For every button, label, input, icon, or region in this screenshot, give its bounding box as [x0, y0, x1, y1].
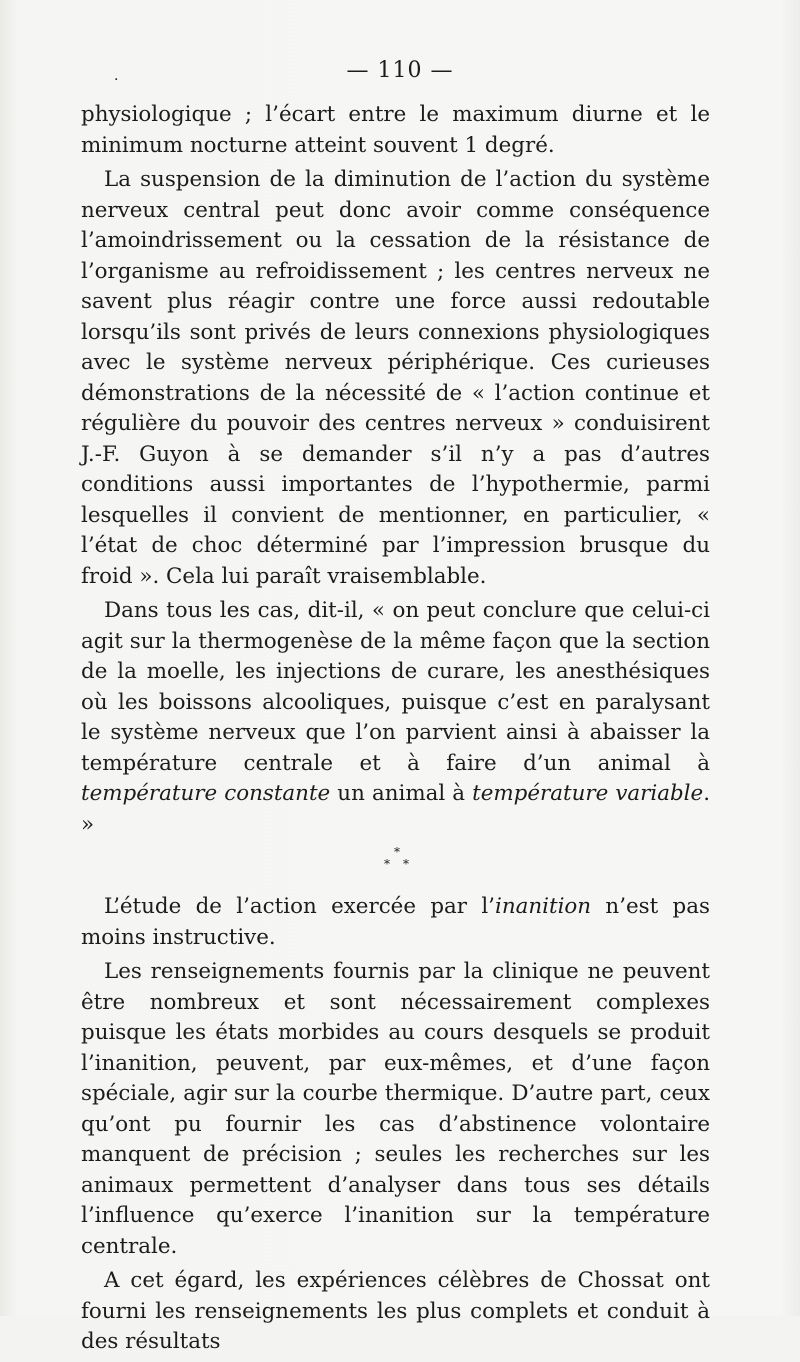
paragraph-3: [81, 596, 710, 840]
section-separator: [81, 844, 710, 892]
paragraph-3-middle: un animal à: [330, 781, 473, 806]
page-number: — 110 —: [346, 58, 454, 83]
paragraph-4: [81, 892, 710, 953]
body-text: [81, 100, 710, 1362]
separator-star-top: *: [394, 845, 400, 859]
paragraph-3-italic-2: température variable: [472, 781, 704, 806]
paragraph-1: physiologique ; l’écart entre le maximum diurne et le minimum nocturne atteint souvent 1 degré.: [81, 102, 710, 158]
paragraph-3-italic-1: température constante: [81, 781, 331, 806]
paragraph-6: A cet égard, les expériences célèbres de Chossat ont fourni les renseignements les plus complets et conduit à des résultats: [81, 1268, 710, 1354]
paragraph-4-start: L’étude de l’action exercée par l’: [104, 894, 495, 919]
paragraph-2: La suspension de la diminution de l’action du système nerveux central peut donc avoir comme conséquence l’amoindrissement ou la cessation de la résistance de l’organisme au refroidissement ; les centres nerveux ne savent plus réagir contre une force aussi redoutable lorsqu’ils sont privés de leurs connexions physiologiques avec le système nerveux périphérique. Ces curieuses démonstrations de la nécessité de « l’action continue et régulière du pouvoir des centres nerveux » conduisirent J.-F. Guyon à se demander s’il n’y a pas d’autres conditions aussi importantes de l’hypothermie, parmi lesquelles il convient de mentionner, en particulier, « l’état de choc déterminé par l’impression brusque du froid ». Cela lui paraît vraisemblable.: [81, 167, 710, 589]
paragraph-4-end: n’est pas moins instructive.: [81, 894, 710, 950]
separator-star-right: *: [403, 857, 409, 871]
paragraph-4-italic: inanition: [494, 894, 592, 919]
separator-star-left: *: [384, 857, 390, 871]
paragraph-5: Les renseignements fournis par la clinique ne peuvent être nombreux et sont nécessairement complexes puisque les états morbides au cours desquels se produit l’inanition, peuvent, par eux-mêmes, et d’une façon spéciale, agir sur la courbe thermique. D’autre part, ceux qu’ont pu fournir les cas d’abstinence volontaire manquent de précision ; seules les recherches sur les animaux permettent d’analyser dans tous ses détails l’influence qu’exerce l’inanition sur la température centrale.: [81, 959, 710, 1259]
margin-dot: .: [114, 68, 119, 84]
paragraph-3-end: . »: [81, 781, 710, 837]
paragraph-3-start: Dans tous les cas, dit-il, « on peut conclure que celui-ci agit sur la thermogenèse de la même façon que la section de la moelle, les injections de curare, les anesthésiques où les boissons alcooliques, puisque c’est en paralysant le système nerveux que l’on parvient ainsi à abaisser la température centrale et à faire d’un animal à: [81, 598, 710, 776]
